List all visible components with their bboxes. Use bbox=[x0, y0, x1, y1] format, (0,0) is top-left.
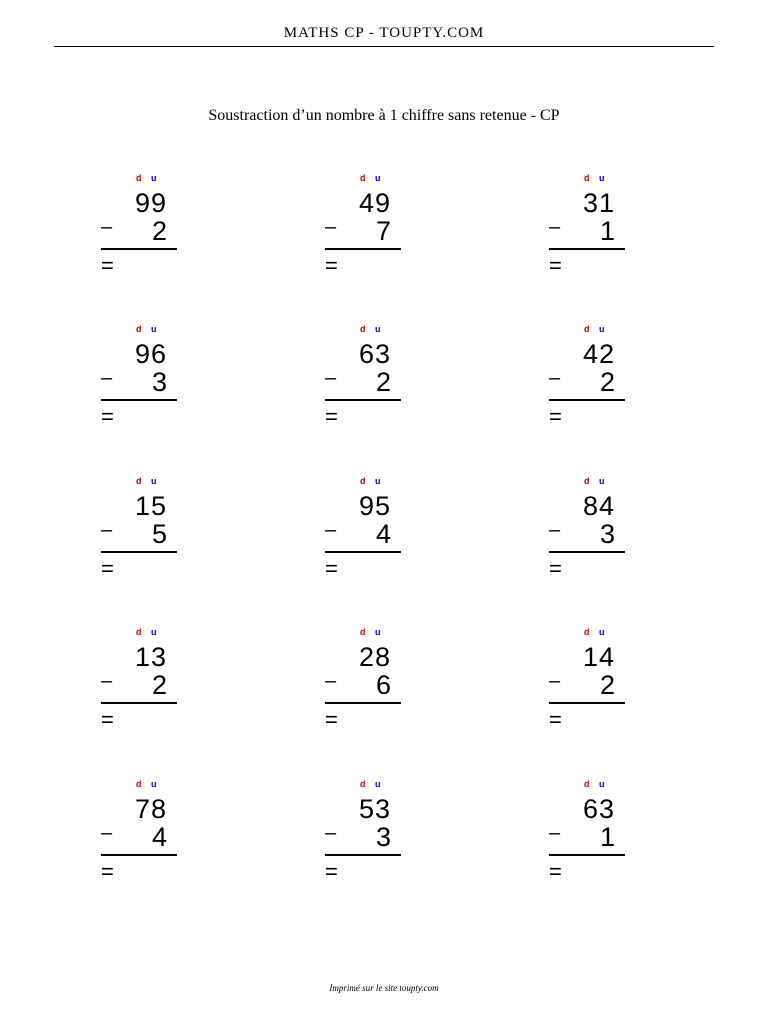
tens-label: d bbox=[360, 476, 366, 486]
place-value-labels bbox=[359, 323, 389, 335]
subtrahend: 7 bbox=[375, 216, 391, 246]
place-value-labels bbox=[135, 323, 165, 335]
subtraction-problem bbox=[549, 172, 629, 292]
answer-rule bbox=[325, 854, 401, 856]
minus-sign: – bbox=[549, 822, 561, 844]
minuend: 78 bbox=[134, 794, 167, 824]
minuend: 31 bbox=[582, 188, 615, 218]
units-label: u bbox=[599, 324, 605, 334]
subtraction-problem bbox=[549, 475, 629, 595]
minuend: 15 bbox=[134, 491, 167, 521]
minuend: 42 bbox=[582, 339, 615, 369]
tens-label: d bbox=[584, 779, 590, 789]
equals-sign: = bbox=[101, 859, 114, 884]
minus-sign: – bbox=[325, 216, 337, 238]
minus-sign: – bbox=[101, 367, 113, 389]
place-value-labels bbox=[359, 778, 389, 790]
subtraction-problem bbox=[101, 626, 181, 746]
equals-sign: = bbox=[101, 253, 114, 278]
place-value-labels bbox=[135, 626, 165, 638]
tens-label: d bbox=[136, 173, 142, 183]
units-label: u bbox=[375, 476, 381, 486]
units-label: u bbox=[599, 627, 605, 637]
tens-label: d bbox=[136, 779, 142, 789]
subtrahend: 3 bbox=[151, 367, 167, 397]
tens-label: d bbox=[584, 627, 590, 637]
tens-label: d bbox=[584, 476, 590, 486]
equals-sign: = bbox=[101, 404, 114, 429]
place-value-labels bbox=[135, 475, 165, 487]
subtraction-problem bbox=[101, 475, 181, 595]
tens-label: d bbox=[136, 476, 142, 486]
answer-rule bbox=[101, 702, 177, 704]
place-value-labels bbox=[135, 778, 165, 790]
minuend: 95 bbox=[358, 491, 391, 521]
place-value-labels bbox=[359, 475, 389, 487]
minuend: 49 bbox=[358, 188, 391, 218]
answer-rule bbox=[325, 399, 401, 401]
worksheet-title: Soustraction d’un nombre à 1 chiffre sans retenue - CP bbox=[208, 107, 560, 124]
place-value-labels bbox=[135, 172, 165, 184]
units-label: u bbox=[151, 779, 157, 789]
units-label: u bbox=[151, 627, 157, 637]
tens-label: d bbox=[360, 173, 366, 183]
place-value-labels bbox=[583, 778, 613, 790]
minus-sign: – bbox=[325, 822, 337, 844]
minuend: 84 bbox=[582, 491, 615, 521]
units-label: u bbox=[375, 324, 381, 334]
minus-sign: – bbox=[549, 216, 561, 238]
minuend: 63 bbox=[358, 339, 391, 369]
subtrahend: 2 bbox=[599, 367, 615, 397]
minus-sign: – bbox=[101, 822, 113, 844]
answer-rule bbox=[549, 551, 625, 553]
subtrahend: 1 bbox=[599, 822, 615, 852]
subtrahend: 2 bbox=[151, 670, 167, 700]
subtraction-problem bbox=[325, 475, 405, 595]
units-label: u bbox=[375, 779, 381, 789]
minus-sign: – bbox=[549, 367, 561, 389]
units-label: u bbox=[151, 324, 157, 334]
answer-rule bbox=[101, 551, 177, 553]
subtraction-problem bbox=[549, 778, 629, 898]
tens-label: d bbox=[584, 173, 590, 183]
equals-sign: = bbox=[325, 859, 338, 884]
minus-sign: – bbox=[549, 519, 561, 541]
answer-rule bbox=[325, 248, 401, 250]
equals-sign: = bbox=[549, 253, 562, 278]
place-value-labels bbox=[583, 172, 613, 184]
equals-sign: = bbox=[101, 707, 114, 732]
subtraction-problem bbox=[325, 778, 405, 898]
place-value-labels bbox=[583, 475, 613, 487]
tens-label: d bbox=[360, 627, 366, 637]
minus-sign: – bbox=[101, 670, 113, 692]
equals-sign: = bbox=[549, 859, 562, 884]
subtrahend: 4 bbox=[151, 822, 167, 852]
minus-sign: – bbox=[549, 670, 561, 692]
subtraction-problem bbox=[325, 323, 405, 443]
minus-sign: – bbox=[325, 519, 337, 541]
equals-sign: = bbox=[325, 556, 338, 581]
minuend: 28 bbox=[358, 642, 391, 672]
page-footer: Imprimé sur le site toupty.com bbox=[329, 983, 439, 993]
units-label: u bbox=[375, 627, 381, 637]
minuend: 63 bbox=[582, 794, 615, 824]
subtraction-problem bbox=[549, 626, 629, 746]
subtraction-problem bbox=[549, 323, 629, 443]
place-value-labels bbox=[359, 626, 389, 638]
tens-label: d bbox=[136, 627, 142, 637]
minuend: 13 bbox=[134, 642, 167, 672]
subtraction-problem bbox=[325, 626, 405, 746]
minus-sign: – bbox=[325, 670, 337, 692]
answer-rule bbox=[101, 399, 177, 401]
answer-rule bbox=[101, 248, 177, 250]
answer-rule bbox=[549, 702, 625, 704]
minuend: 96 bbox=[134, 339, 167, 369]
minuend: 53 bbox=[358, 794, 391, 824]
subtrahend: 2 bbox=[599, 670, 615, 700]
subtrahend: 3 bbox=[599, 519, 615, 549]
subtrahend: 1 bbox=[599, 216, 615, 246]
answer-rule bbox=[549, 248, 625, 250]
answer-rule bbox=[325, 702, 401, 704]
subtraction-problem bbox=[101, 172, 181, 292]
subtrahend: 4 bbox=[375, 519, 391, 549]
answer-rule bbox=[549, 854, 625, 856]
subtraction-problem bbox=[101, 323, 181, 443]
answer-rule bbox=[325, 551, 401, 553]
minus-sign: – bbox=[101, 216, 113, 238]
equals-sign: = bbox=[101, 556, 114, 581]
answer-rule bbox=[549, 399, 625, 401]
answer-rule bbox=[101, 854, 177, 856]
minus-sign: – bbox=[325, 367, 337, 389]
units-label: u bbox=[599, 779, 605, 789]
page-header: MATHS CP - TOUPTY.COM bbox=[283, 25, 485, 41]
equals-sign: = bbox=[325, 707, 338, 732]
subtraction-problem bbox=[101, 778, 181, 898]
units-label: u bbox=[151, 476, 157, 486]
minus-sign: – bbox=[101, 519, 113, 541]
place-value-labels bbox=[359, 172, 389, 184]
equals-sign: = bbox=[549, 707, 562, 732]
tens-label: d bbox=[360, 779, 366, 789]
minuend: 99 bbox=[134, 188, 167, 218]
equals-sign: = bbox=[549, 556, 562, 581]
subtrahend: 2 bbox=[375, 367, 391, 397]
tens-label: d bbox=[136, 324, 142, 334]
subtrahend: 5 bbox=[151, 519, 167, 549]
place-value-labels bbox=[583, 626, 613, 638]
units-label: u bbox=[375, 173, 381, 183]
tens-label: d bbox=[584, 324, 590, 334]
minuend: 14 bbox=[582, 642, 615, 672]
equals-sign: = bbox=[549, 404, 562, 429]
tens-label: d bbox=[360, 324, 366, 334]
units-label: u bbox=[599, 476, 605, 486]
equals-sign: = bbox=[325, 404, 338, 429]
place-value-labels bbox=[583, 323, 613, 335]
subtrahend: 3 bbox=[375, 822, 391, 852]
subtraction-problem bbox=[325, 172, 405, 292]
units-label: u bbox=[151, 173, 157, 183]
equals-sign: = bbox=[325, 253, 338, 278]
subtrahend: 2 bbox=[151, 216, 167, 246]
subtrahend: 6 bbox=[375, 670, 391, 700]
units-label: u bbox=[599, 173, 605, 183]
